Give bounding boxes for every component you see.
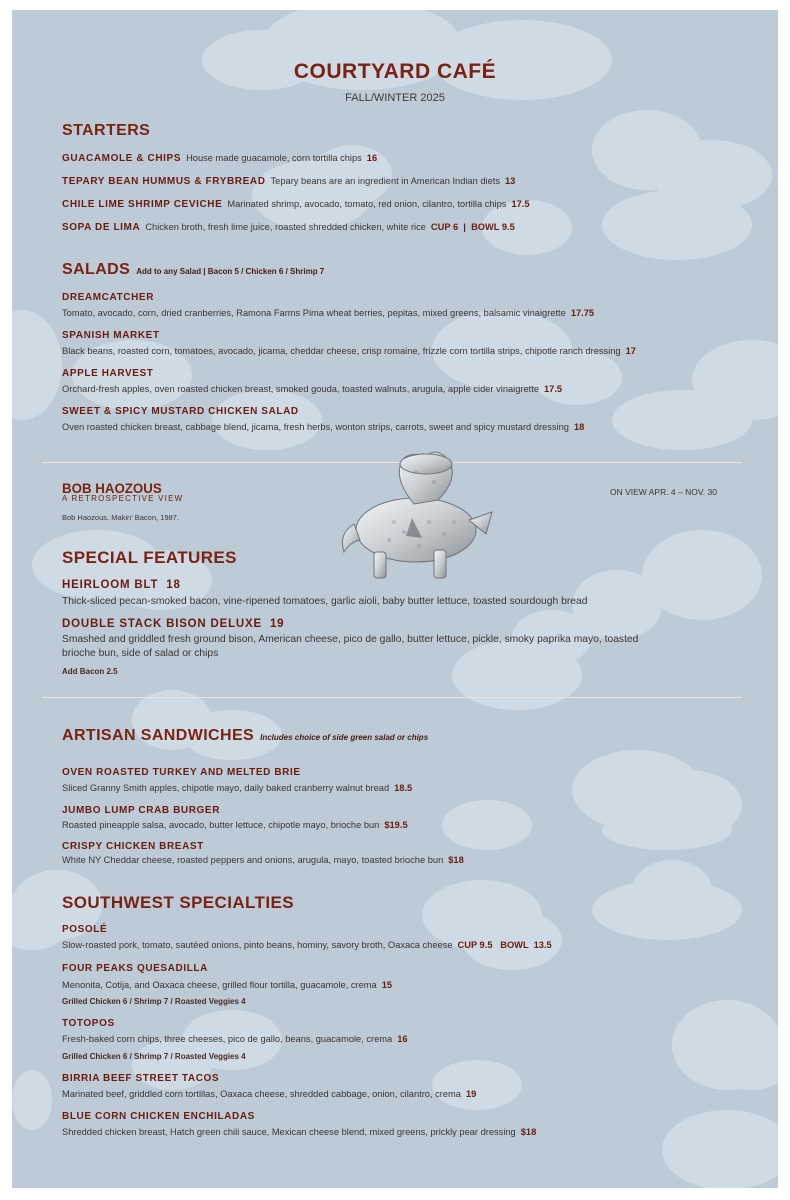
list-item: TEPARY BEAN HUMMUS & FRYBREAD Tepary beans are an ingredient in American Indian diets 13 [62, 176, 516, 187]
sandwiches-heading: ARTISAN SANDWICHES Includes choice of side green salad or chips [62, 727, 429, 744]
exhibit-caption: Bob Haozous. Makin' Bacon, 1987. [62, 513, 179, 522]
item-description: Smashed and griddled fresh ground bison, American cheese, pico de gallo, butter lettuce, pickle, smoky paprika mayo, toasted [62, 634, 639, 645]
season-label: FALL/WINTER 2025 [345, 92, 445, 104]
item-name: BIRRIA BEEF STREET TACOS [62, 1073, 220, 1084]
addon-note: Add Bacon 2.5 [62, 667, 118, 676]
pig-sculpture-icon [334, 442, 494, 582]
item-name: HEIRLOOM BLT 18 [62, 579, 181, 591]
item-description: Roasted pineapple salsa, avocado, butter lettuce, chipotle mayo, brioche bun $19.5 [62, 820, 408, 830]
item-description: Thick-sliced pecan-smoked bacon, vine-ripened tomatoes, garlic aioli, baby butter lettuce, toasted sourdough bread [62, 596, 588, 607]
page-title: COURTYARD CAFÉ [293, 60, 497, 83]
section-divider [42, 697, 742, 698]
item-name: OVEN ROASTED TURKEY AND MELTED BRIE [62, 767, 301, 778]
item-name: SWEET & SPICY MUSTARD CHICKEN SALAD [62, 406, 299, 417]
exhibit-subtitle: A RETROSPECTIVE VIEW [62, 494, 184, 503]
southwest-heading: SOUTHWEST SPECIALTIES [62, 893, 294, 912]
addon-note: Grilled Chicken 6 / Shrimp 7 / Roasted Veggies 4 [62, 1052, 246, 1061]
item-name: APPLE HARVEST [62, 368, 154, 379]
item-description: Fresh-baked corn chips, three cheeses, pico de gallo, beans, guacamole, crema 16 [62, 1034, 408, 1044]
salads-addon-note: Add to any Salad | Bacon 5 / Chicken 6 / Shrimp 7 [136, 267, 325, 276]
menu-page [12, 10, 778, 1188]
item-description: White NY Cheddar cheese, roasted peppers and onions, arugula, mayo, toasted brioche bun $18 [62, 855, 464, 865]
item-name: FOUR PEAKS QUESADILLA [62, 963, 208, 974]
item-description: Tomato, avocado, corn, dried cranberries, Ramona Farms Pima wheat berries, pepitas, mixed greens, balsamic vinaigrette 17.75 [62, 308, 595, 318]
item-name: CRISPY CHICKEN BREAST [62, 841, 204, 852]
item-description: Black beans, roasted corn, tomatoes, avocado, jicama, cheddar cheese, crisp romaine, frizzle corn tortilla strips, chipotle ranch dressing 17 [62, 346, 636, 356]
item-name: DREAMCATCHER [62, 292, 155, 303]
special-features-heading: SPECIAL FEATURES [62, 548, 237, 567]
item-name: POSOLÉ [62, 924, 108, 935]
list-item: CHILE LIME SHRIMP CEVICHE Marinated shrimp, avocado, tomato, red onion, cilantro, tortilla chips 17.5 [62, 199, 530, 210]
item-description: Menonita, Cotija, and Oaxaca cheese, grilled flour tortilla, guacamole, crema 15 [62, 980, 393, 990]
item-description: Marinated beef, griddled corn tortillas, Oaxaca cheese, shredded cabbage, onion, cilantro, crema 19 [62, 1089, 477, 1099]
item-description: Sliced Granny Smith apples, chipotle mayo, daily baked cranberry walnut bread 18.5 [62, 783, 413, 793]
item-name: SPANISH MARKET [62, 330, 160, 341]
starters-heading: STARTERS [62, 122, 151, 139]
item-name: BLUE CORN CHICKEN ENCHILADAS [62, 1111, 255, 1122]
exhibit-artist: BOB HAOZOUS [62, 480, 162, 496]
item-name: DOUBLE STACK BISON DELUXE 19 [62, 618, 285, 630]
list-item: GUACAMOLE & CHIPS House made guacamole, corn tortilla chips 16 [62, 153, 378, 164]
list-item: SOPA DE LIMA Chicken broth, fresh lime juice, roasted shredded chicken, white rice CUP 6 | BOWL 9.5 [62, 222, 515, 233]
addon-note: Grilled Chicken 6 / Shrimp 7 / Roasted Veggies 4 [62, 997, 246, 1006]
exhibit-dates: ON VIEW APR. 4 – NOV. 30 [610, 487, 717, 497]
item-description: Shredded chicken breast, Hatch green chili sauce, Mexican cheese blend, mixed greens, prickly pear dressing $18 [62, 1127, 537, 1137]
salads-heading: SALADS Add to any Salad | Bacon 5 / Chicken 6 / Shrimp 7 [62, 261, 325, 278]
item-name: JUMBO LUMP CRAB BURGER [62, 805, 221, 816]
item-description: Oven roasted chicken breast, cabbage blend, jicama, fresh herbs, wonton strips, carrots, sweet and spicy mustard dressing 18 [62, 422, 585, 432]
item-name: TOTOPOS [62, 1018, 115, 1029]
sandwiches-note: Includes choice of side green salad or chips [260, 733, 429, 742]
item-description: Slow-roasted pork, tomato, sautéed onions, pinto beans, hominy, savory broth, Oaxaca cheese CUP 9.5 BOWL 13.5 [62, 940, 552, 950]
item-description: Orchard-fresh apples, oven roasted chicken breast, smoked gouda, toasted walnuts, arugula, apple cider vinaigrette 17.5 [62, 384, 563, 394]
item-description: brioche bun, side of salad or chips [62, 648, 219, 659]
